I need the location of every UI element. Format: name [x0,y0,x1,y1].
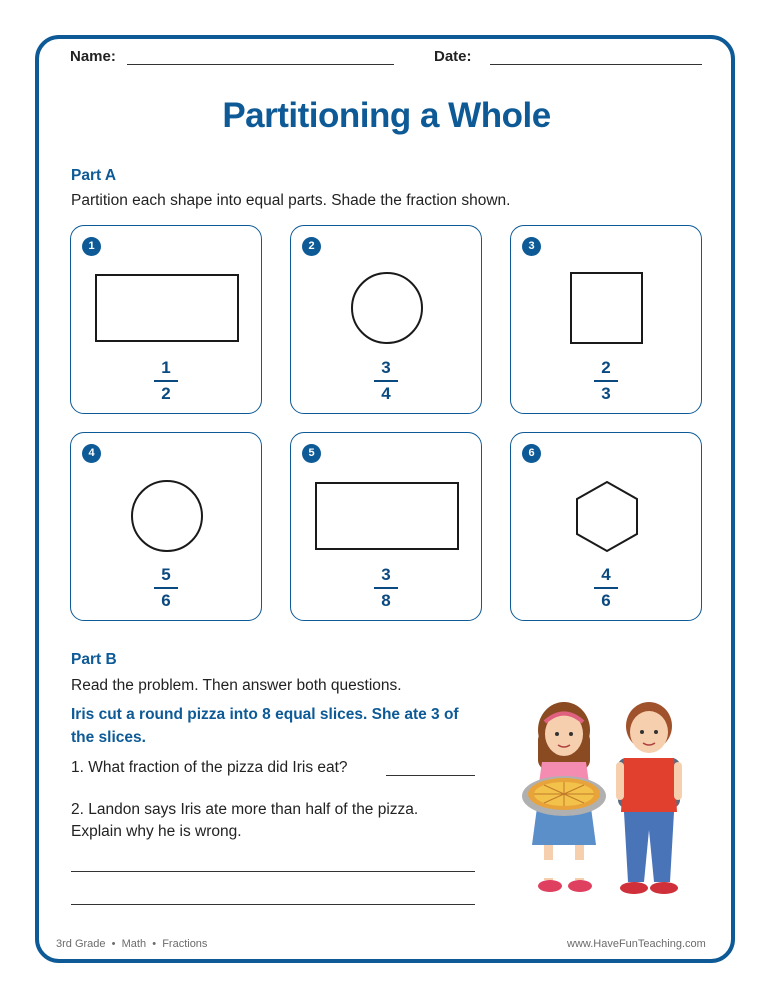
shape-card-2[interactable] [290,225,482,414]
item-number-badge: 3 [522,237,541,256]
footer-tags [56,938,207,950]
shape-card-1[interactable] [70,225,262,414]
item-number-badge: 1 [82,237,101,256]
shape-card-5[interactable] [290,432,482,621]
fraction-denominator: 8 [381,591,391,610]
item-number-badge: 5 [302,444,321,463]
footer-topic: Fractions [162,938,208,950]
fraction-denominator: 6 [161,591,171,610]
bullet-icon: • [149,938,160,950]
fraction-numerator: 2 [601,358,611,377]
fraction-denominator: 4 [381,384,391,403]
fraction-label [71,358,261,404]
fraction-numerator: 3 [381,565,391,584]
part-b-instructions: Read the problem. Then answer both questions. [71,677,402,694]
shape-card-4[interactable] [70,432,262,621]
fraction-numerator: 1 [161,358,171,377]
fraction-label [511,358,701,404]
bullet-icon: • [108,938,119,950]
fraction-label [511,565,701,611]
fraction-label [291,358,481,404]
part-b-heading: Part B [71,651,117,668]
part-a-heading: Part A [71,167,117,184]
fraction-bar [374,380,398,382]
name-label: Name: [70,48,116,65]
fraction-bar [374,587,398,589]
kids-with-pizza-illustration [512,700,692,905]
fraction-denominator: 3 [601,384,611,403]
fraction-label [291,565,481,611]
fraction-numerator: 4 [601,565,611,584]
fraction-bar [594,380,618,382]
boy-illustration [616,702,682,894]
fraction-denominator: 6 [601,591,611,610]
footer-grade: 3rd Grade [56,938,106,950]
shape-card-3[interactable] [510,225,702,414]
fraction-numerator: 5 [161,565,171,584]
page-title: Partitioning a Whole [222,96,551,135]
fraction-bar [154,380,178,382]
answer-line-2[interactable] [71,871,475,872]
shape-card-6[interactable] [510,432,702,621]
fraction-denominator: 2 [161,384,171,403]
date-label: Date: [434,48,472,65]
name-line[interactable] [127,64,394,65]
fraction-label [71,565,261,611]
fraction-bar [154,587,178,589]
item-number-badge: 6 [522,444,541,463]
answer-line-1[interactable] [386,775,475,776]
footer-site-link[interactable]: www.HaveFunTeaching.com [567,938,706,950]
item-number-badge: 2 [302,237,321,256]
pizza-illustration [522,776,606,816]
answer-line-3[interactable] [71,904,475,905]
fraction-bar [594,587,618,589]
part-a-instructions: Partition each shape into equal parts. Shade the fraction shown. [71,192,511,209]
footer-subject: Math [121,938,147,950]
question-2: 2. Landon says Iris ate more than half of the pizza. Explain why he is wrong. [71,801,419,840]
item-number-badge: 4 [82,444,101,463]
word-problem: Iris cut a round pizza into 8 equal slices. She ate 3 of the slices. [71,706,459,746]
date-line[interactable] [490,64,702,65]
question-1: 1. What fraction of the pizza did Iris eat? [71,759,348,776]
fraction-numerator: 3 [381,358,391,377]
